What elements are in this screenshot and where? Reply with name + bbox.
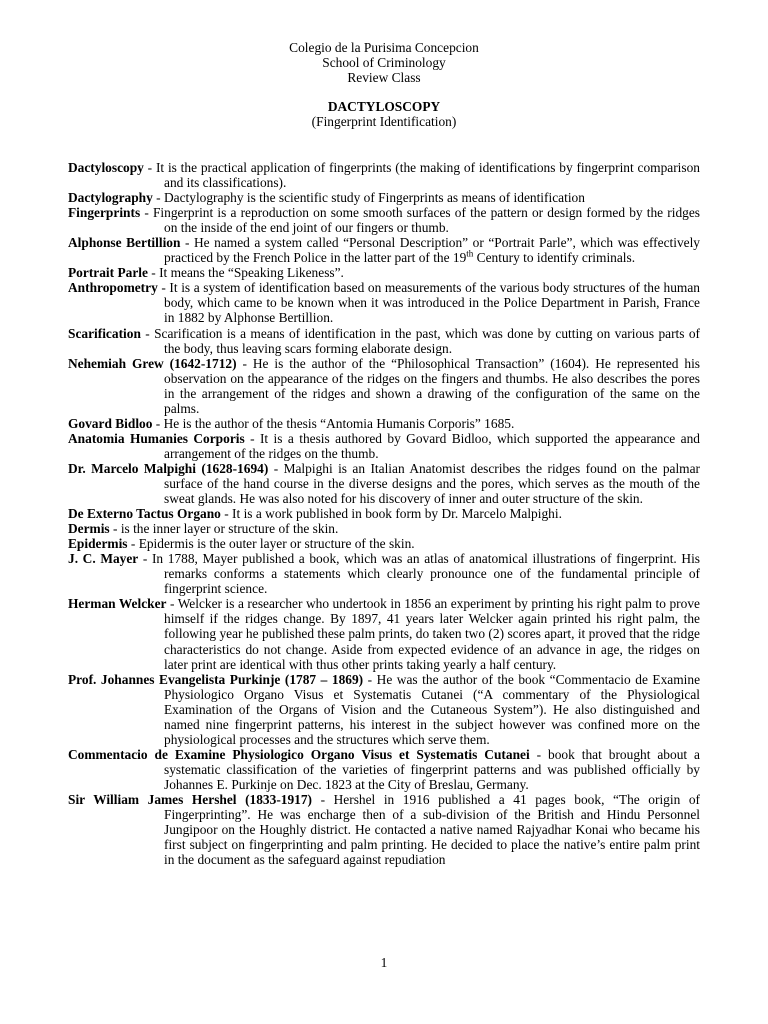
definition-text: It is a thesis authored by Govard Bidloo, which supported the appearance and arrangement of the ridges on the thumb. [164, 430, 700, 461]
definition-entry [68, 792, 700, 867]
title-subtitle: (Fingerprint Identification) [311, 114, 457, 129]
definition-entry [68, 326, 700, 356]
definition-entry [68, 416, 700, 431]
document-title [0, 99, 768, 129]
definition-separator: - [220, 506, 233, 522]
definition-text: He was the author of the book “Commentacio de Examine Physiologico Organo Visus et Systematis Cutanei (“A commentary of the Physiological Examination of the Organs of Vision and the Cutaneous System”). He also distinguished and named nine fingerprint patterns, his interest in the subject however was confined more on the physiological processes and the structures which serve them. [164, 671, 701, 747]
definition-entry [68, 160, 700, 190]
definition-separator: - [312, 791, 334, 807]
definition-text: Fingerprint is a reproduction on some smooth surfaces of the pattern or design formed by the ridges on the inside of the end joint of our fingers or thumb. [152, 205, 701, 236]
definition-term: Scarification [68, 325, 141, 341]
definition-separator: - [529, 746, 549, 762]
definition-separator: - [109, 521, 121, 537]
definition-entry [68, 461, 700, 506]
definition-term: Anatomia Humanies Corporis [68, 430, 245, 446]
title-main: DACTYLOSCOPY [327, 99, 441, 114]
definition-separator: - [166, 596, 178, 612]
definition-entry [68, 190, 700, 205]
definition-separator: - [143, 160, 156, 175]
definition-text: book that brought about a systematic classification of the varieties of fingerprint patterns and was published officially by Johannes E. Purkinje on Dec. 1823 at the City of Breslau, Germany. [164, 746, 700, 792]
definition-term: J. C. Mayer [68, 551, 139, 567]
definition-separator: - [236, 355, 253, 371]
definition-separator: - [140, 205, 153, 221]
document-header [0, 40, 768, 85]
school-name: School of Criminology [322, 55, 446, 70]
definition-term: Sir William James Hershel (1833-1917) [68, 791, 313, 807]
definition-term: Nehemiah Grew (1642-1712) [68, 355, 237, 371]
definition-term: Anthropometry [68, 280, 158, 296]
definition-entry [68, 536, 700, 551]
definition-text: He named a system called “Personal Description” or “Portrait Parle”, which was effectively practiced by the French Police in the latter part of the 19th Century to identify criminals. [164, 235, 701, 266]
definition-entry [68, 506, 700, 521]
definition-entry [68, 280, 700, 325]
definition-text: In 1788, Mayer published a book, which was an atlas of anatomical illustrations of fingerprint. His remarks conforms a statements which clearly pronounce one of the fundamental principle of fingerprint science. [151, 551, 700, 597]
definition-term: Commentacio de Examine Physiologico Organo Visus et Systematis Cutanei [68, 746, 530, 762]
definition-term: Dermis [68, 521, 110, 537]
definition-term: Prof. Johannes Evangelista Purkinje (1787 – 1869) [68, 671, 364, 687]
definition-entry [68, 747, 700, 792]
definition-entry [68, 265, 700, 280]
definition-text: is the inner layer or structure of the skin. [120, 521, 339, 537]
definition-entry [68, 551, 700, 596]
definition-text: It is a system of identification based on measurements of the various body structures of the human body, which came to be known when it was introduced in the Police Department in Parish, France in 1882 by Alphonse Bertillion. [164, 280, 700, 326]
page-number: 1 [380, 955, 388, 970]
definition-term: Epidermis [68, 536, 128, 552]
definition-entry [68, 356, 700, 416]
definition-separator: - [244, 430, 260, 446]
definition-text: Scarification is a means of identification in the past, which was done by cutting on various parts of the body, thus leaving scars forming elaborate design. [154, 325, 700, 356]
definition-separator: - [152, 415, 164, 431]
definition-entry [68, 672, 700, 747]
definition-term: De Externo Tactus Organo [68, 506, 221, 522]
definition-list [68, 160, 700, 867]
definition-text: He is the author of the “Philosophical Transaction” (1604). He represented his observation on the appearance of the ridges on the fingers and thumbs. He also describes the pores in the arrangement of the ridges and shown a drawing of the configuration of the same on the palms. [164, 355, 701, 416]
definition-text: Hershel in 1916 published a 41 pages book, “The origin of Fingerprinting”. He was encharge then of a sub-division of the British and Hindu Personnel Jungipoor on the Houghly district. He contacted a native named Rajyadhar Konai who became his first subject on fingerprinting and palm printing. He decided to place the native’s entire palm print in the document as the safeguard against repudiation [164, 791, 701, 868]
definition-text: It is the practical application of fingerprints (the making of identifications by fingerprint comparison and its classifications). [155, 160, 700, 191]
definition-term: Dr. Marcelo Malpighi (1628-1694) [68, 460, 269, 476]
definition-text: It means the “Speaking Likeness”. [159, 265, 344, 281]
definition-term: Dactyloscopy [68, 160, 144, 175]
definition-term: Fingerprints [68, 205, 141, 221]
definition-text: Welcker is a researcher who undertook in 1856 an experiment by printing his right palm to prove himself if the ridges change. By 1897, 41 years later Welcker again printed his right palm, the following year he published these palm prints, do taken two (2) scores apart, it proved that the ridge characteristics do not change. Aside from expected evidence of an advance in age, the ridges on later print are identical with thus other prints taking yearly a half century. [164, 596, 700, 672]
definition-separator: - [140, 325, 155, 341]
definition-text: It is a work published in book form by Dr. Marcelo Malpighi. [232, 506, 562, 522]
definition-entry [68, 205, 700, 235]
definition-entry [68, 235, 700, 265]
definition-entry [68, 431, 700, 461]
definition-separator: - [180, 235, 194, 251]
definition-text: Epidermis is the outer layer or structure of the skin. [138, 536, 415, 552]
definition-separator: - [363, 671, 377, 687]
definition-separator: - [268, 460, 284, 476]
definition-term: Herman Welcker [68, 596, 167, 612]
class-name: Review Class [347, 70, 421, 85]
definition-term: Dactylography [68, 190, 153, 206]
definition-separator: - [152, 190, 164, 206]
definition-text: Dactylography is the scientific study of Fingerprints as means of identification [163, 190, 585, 206]
definition-term: Govard Bidloo [68, 415, 153, 431]
definition-term: Alphonse Bertillion [68, 235, 181, 251]
definition-text: Malpighi is an Italian Anatomist describes the ridges found on the palmar surface of the hand course in the diverse designs and the pores, which serves as the mouth of the sweat glands. He was also noted for his discovery of inner and outer structure of the skin. [164, 460, 700, 507]
definition-entry [68, 596, 700, 671]
definition-text: He is the author of the thesis “Antomia Humanis Corporis” 1685. [163, 415, 515, 431]
definition-term: Portrait Parle [68, 265, 148, 281]
definition-separator: - [138, 551, 152, 567]
definition-entry [68, 521, 700, 536]
definition-separator: - [147, 265, 160, 281]
institution-name: Colegio de la Purisima Concepcion [289, 40, 479, 55]
definition-separator: - [127, 536, 139, 552]
definition-separator: - [157, 280, 170, 296]
